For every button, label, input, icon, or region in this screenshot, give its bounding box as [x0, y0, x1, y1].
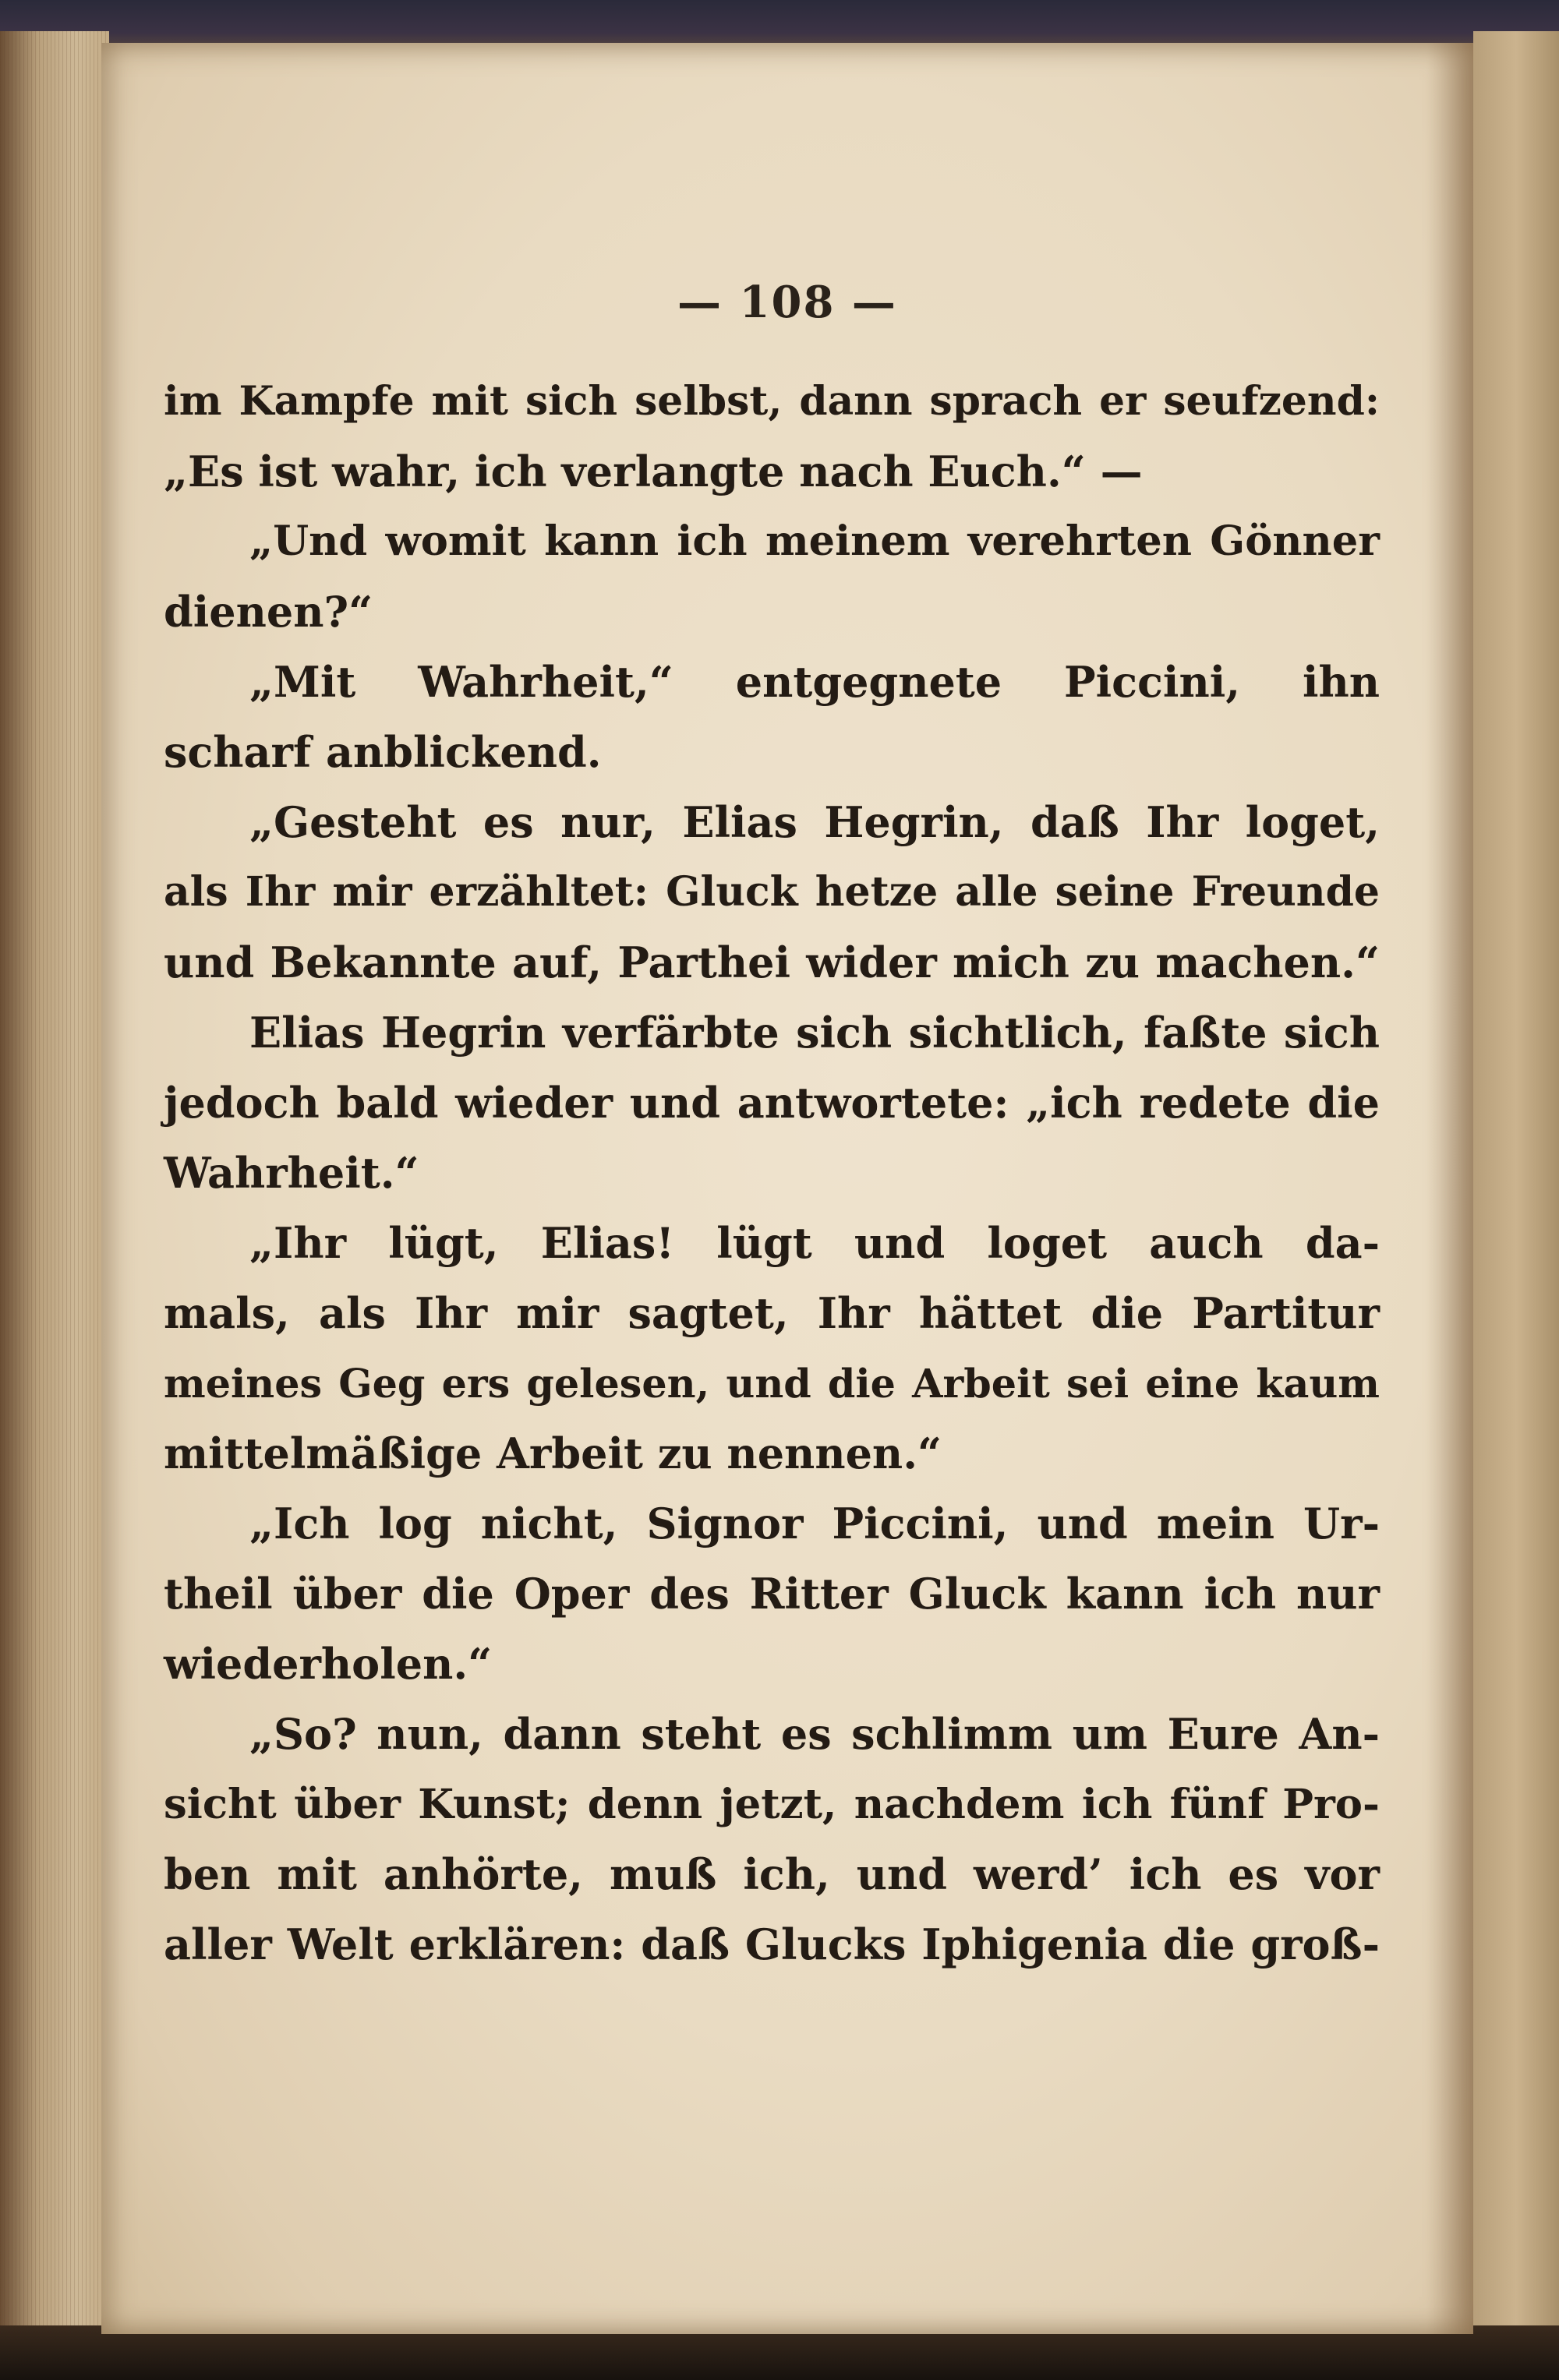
text-line: meines Geg ers gelesen, und die Arbeit sei eine kaum [164, 1360, 1380, 1407]
text-line: und Bekannte auf, Parthei wider mich zu machen.“ [164, 938, 1380, 987]
page-edge-texture [0, 31, 109, 2338]
page-number: — 108 — [677, 277, 897, 328]
text-line: „Gesteht es nur, Elias Hegrin, daß Ihr loget, [249, 797, 1380, 847]
text-line: Wahrheit.“ [164, 1148, 419, 1198]
page-gutter-shadow [1426, 43, 1473, 2334]
text-line: „Und womit kann ich meinem verehrten Gönner [249, 517, 1380, 565]
text-line: als Ihr mir erzähltet: Gluck hetze alle seine Freunde [164, 868, 1380, 916]
book-page-edges-right [1473, 31, 1559, 2338]
text-line: „Ihr lügt, Elias! lügt und loget auch da- [249, 1218, 1380, 1268]
text-line: ben mit anhörte, muß ich, und werd’ ich es vor [164, 1849, 1380, 1899]
text-line: wiederholen.“ [164, 1639, 493, 1689]
text-line: „Mit Wahrheit,“ entgegnete Piccini, ihn [249, 657, 1380, 707]
text-line: sicht über Kunst; denn jetzt, nachdem ich fünf Pro- [164, 1780, 1380, 1828]
text-line: scharf anblickend. [164, 727, 602, 777]
text-line: mals, als Ihr mir sagtet, Ihr hättet die Partitur [164, 1288, 1380, 1338]
text-line: theil über die Oper des Ritter Gluck kann ich nur [164, 1569, 1380, 1619]
text-line: im Kampfe mit sich selbst, dann sprach er seufzend: [164, 377, 1380, 425]
text-line: Elias Hegrin verfärbte sich sichtlich, faßte sich [249, 1008, 1380, 1058]
body-text [164, 366, 1380, 1979]
text-line: aller Welt erklären: daß Glucks Iphigenia die groß- [164, 1919, 1380, 1969]
text-line: „Ich log nicht, Signor Piccini, und mein Ur- [249, 1499, 1380, 1548]
text-line: „So? nun, dann steht es schlimm um Eure An- [249, 1709, 1380, 1759]
text-line: „Es ist wahr, ich verlangte nach Euch.“ — [164, 447, 1143, 496]
text-line: mittelmäßige Arbeit zu nennen.“ [164, 1428, 942, 1478]
text-line: jedoch bald wieder und antwortete: „ich redete die [164, 1078, 1380, 1128]
text-line: dienen?“ [164, 587, 373, 637]
book-page-edges-left [0, 31, 109, 2338]
